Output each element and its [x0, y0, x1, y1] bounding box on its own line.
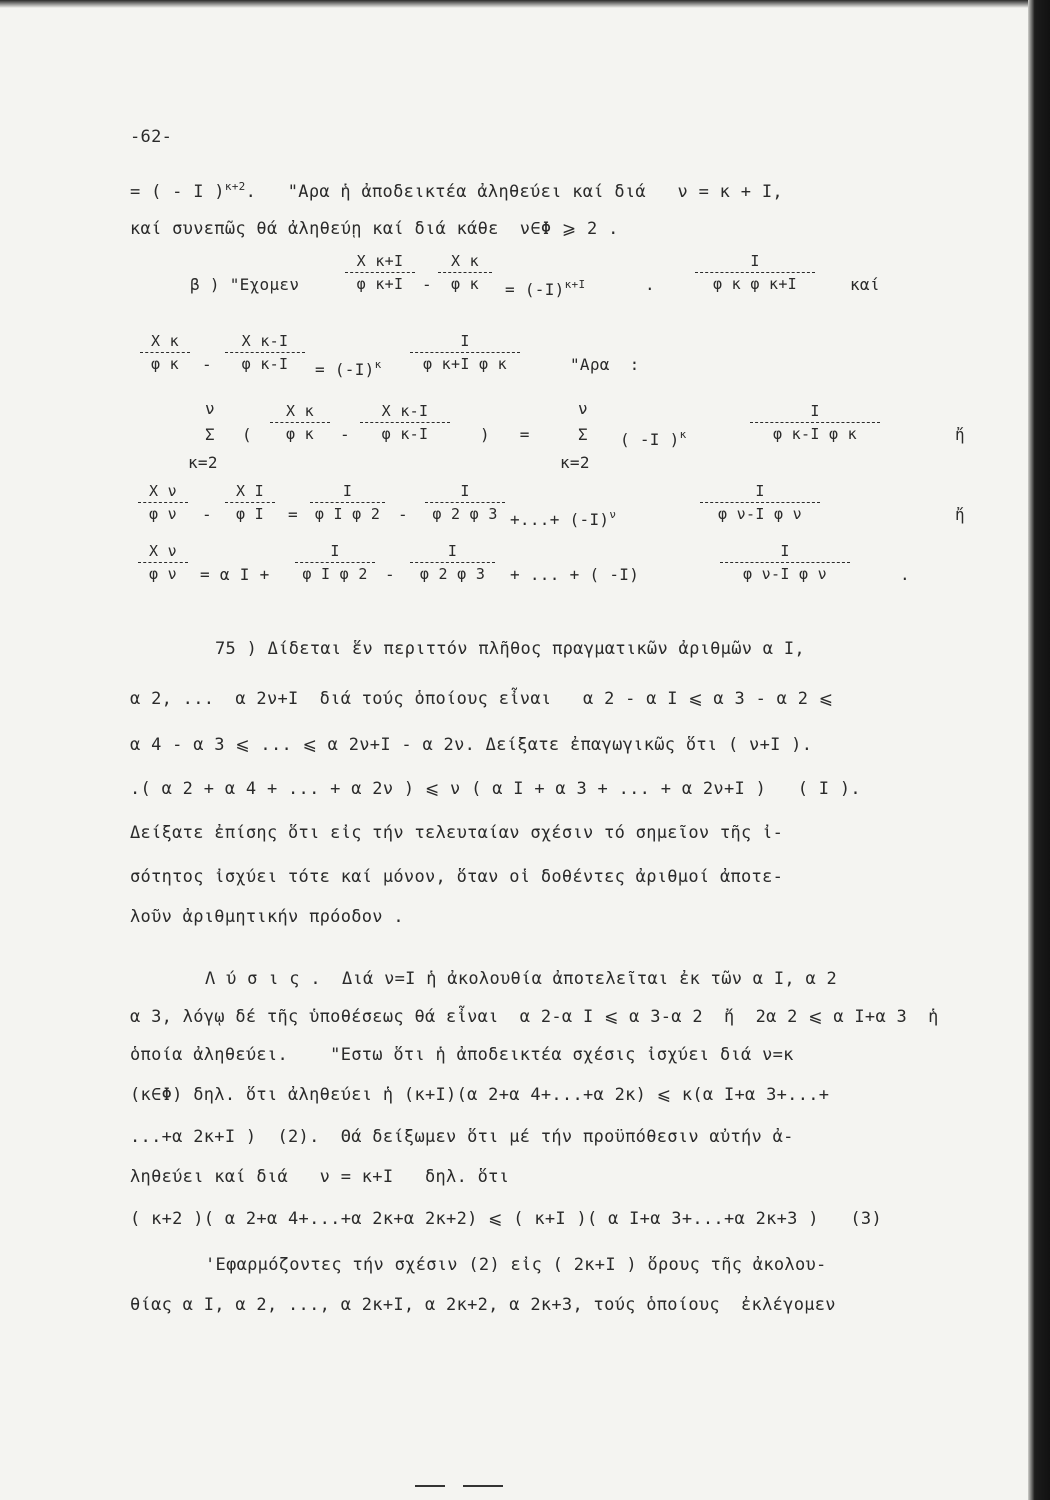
text-line-1 [130, 170, 783, 209]
problem-line-3: α 4 - α 3 ⩽ ... ⩽ α 2ν+I - α 2ν. Δείξατε ἐπαγωγικῶς ὅτι ( ν+I ). [130, 735, 813, 755]
l1-sup: κ+2 [224, 180, 246, 193]
l3-dot: . [645, 275, 655, 294]
l3-frac-2: Χ κ φ κ [438, 252, 492, 293]
l5-sigma2-bot: κ=2 [560, 453, 590, 472]
l7-frac-2: I φ I φ 2 [295, 542, 375, 583]
l5-end: ἤ [955, 425, 965, 444]
l3-minus: - [422, 275, 432, 294]
problem-line-7: λοῦν ἀριθμητικήν πρόοδον . [130, 907, 404, 927]
problem-line-4: .( α 2 + α 4 + ... + α 2ν ) ⩽ ν ( α I + α 3 + ... + α 2ν+I ) ( I ). [130, 779, 861, 799]
l4-eq: = $(-I)^\kappa$ [315, 358, 382, 379]
solution-line-6: ληθεύει καί διά ν = κ+I δηλ. ὅτι [130, 1167, 510, 1187]
l1-text: = ( - I ) [130, 182, 225, 202]
solution-line-7: ( κ+2 )( α 2+α 4+...+α 2κ+α 2κ+2) ⩽ ( κ+I )( α I+α 3+...+α 2κ+3 ) (3) [130, 1209, 882, 1229]
formula-line-4 [130, 332, 990, 392]
l5-close: ) = [480, 425, 530, 444]
l7-minus: - [385, 565, 395, 584]
l7-dots: + ... + ( -I) [510, 565, 640, 584]
l6-frac-5: I φ ν-I φ ν [700, 482, 820, 523]
l6-minus2: - [398, 505, 408, 524]
l7-frac-1: Χ ν φ ν [138, 542, 188, 583]
l7-frac-3: I φ 2 φ 3 [410, 542, 495, 583]
l5-sigma1-top: ν [205, 399, 215, 418]
l5-frac-1: Χ κ φ κ [270, 402, 330, 443]
l4-end: "Αρα : [570, 355, 640, 374]
l5-open: ( [242, 425, 252, 444]
scan-bottom-mark [415, 1472, 525, 1476]
l6-frac-3: I φ I φ 2 [310, 482, 385, 523]
l5-minus: - [340, 425, 350, 444]
l5-mid: ( -I )$^\kappa$ [620, 428, 687, 449]
solution-line-9: θίας α I, α 2, ..., α 2κ+I, α 2κ+2, α 2κ+3, τούς ὁποίους ἐκλέγομεν [130, 1295, 836, 1315]
l4-frac-1: Χ κ φ κ [140, 332, 190, 373]
l3-frac-1: Χ κ+I φ κ+I [345, 252, 415, 293]
solution-line-8: 'Εφαρμόζοντες τήν σχέσιν (2) εἰς ( 2κ+I ) ὅρους τῆς ἀκολου- [205, 1255, 827, 1275]
l5-sigma1-bot: κ=2 [188, 453, 218, 472]
formula-line-5 [130, 392, 990, 482]
l4-frac-3: I φ κ+I φ κ [410, 332, 520, 373]
l6-end: ἤ [955, 505, 965, 524]
l4-frac-2: Χ κ-I φ κ-I [225, 332, 305, 373]
l5-sigma2-top: ν [578, 399, 588, 418]
l3-eq: = $(-I)^{\kappa+I}$ [505, 278, 586, 299]
l6-dots: +...+ $(-I)^\nu$ [510, 508, 617, 529]
l1-rest: . "Αρα ἡ ἀποδεικτέα ἀληθεύει καί διά ν = κ + I, [245, 182, 783, 202]
solution-line-4: (κ∈Φ) δηλ. ὅτι ἀληθεύει ἡ (κ+I)(α 2+α 4+...+α 2κ) ⩽ κ(α I+α 3+...+ [130, 1085, 830, 1105]
problem-line-5: Δείξατε ἐπίσης ὅτι εἰς τήν τελευταίαν σχέσιν τό σημεῖον τῆς ἰ- [130, 823, 784, 843]
l3-frac-3: I φ κ φ κ+I [695, 252, 815, 293]
formula-line-3 [130, 252, 990, 312]
solution-line-5: ...+α 2κ+I ) (2). Θά δείξωμεν ὅτι μέ τήν προϋπόθεσιν αὐτήν ἀ- [130, 1127, 794, 1147]
solution-line-2: α 3, λόγῳ δέ τῆς ὑποθέσεως θά εἶναι α 2-α I ⩽ α 3-α 2 ἤ 2α 2 ⩽ α I+α 3 ἡ [130, 1007, 939, 1027]
l3-label: β ) "Εχομεν [190, 275, 300, 294]
l5-frac-3: I φ κ-I φ κ [750, 402, 880, 443]
text-line-2: καί συνεπῶς θά ἀληθεύῃ καί διά κάθε ν∈Φ ⩾ 2 . [130, 219, 619, 239]
problem-line-2: α 2, ... α 2ν+I διά τούς ὁποίους εἶναι α 2 - α I ⩽ α 3 - α 2 ⩽ [130, 689, 834, 709]
solution-line-1: Λ ύ σ ι ς . Διά ν=I ἡ ἀκολουθία ἀποτελεῖται ἐκ τῶν α I, α 2 [205, 969, 838, 989]
scan-top-edge [0, 0, 1050, 8]
l5-sigma2: Σ [578, 425, 588, 444]
l5-frac-2: Χ κ-I φ κ-I [360, 402, 450, 443]
problem-line-6: σότητος ἰσχύει τότε καί μόνον, ὅταν οἱ δοθέντες ἀριθμοί ἀποτε- [130, 867, 784, 887]
l7-end: . [900, 565, 910, 584]
problem-line-1: 75 ) Δίδεται ἕν περιττόν πλῆθος πραγματικῶν ἀριθμῶν α I, [215, 639, 805, 659]
l6-minus: - [202, 505, 212, 524]
l6-frac-4: I φ 2 φ 3 [425, 482, 505, 523]
l7-frac-4: I φ ν-I φ ν [720, 542, 850, 583]
l5-sigma1: Σ [205, 425, 215, 444]
page-number: -62- [130, 127, 173, 147]
l6-frac-2: Χ I φ I [225, 482, 275, 523]
scan-page-edge [1028, 0, 1050, 1500]
l6-frac-1: Χ ν φ ν [138, 482, 188, 523]
solution-line-3: ὁποία ἀληθεύει. "Εστω ὅτι ἡ ἀποδεικτέα σχέσις ἰσχύει διά ν=κ [130, 1045, 794, 1065]
formula-line-6 [130, 482, 990, 542]
l7-eq: = α I + [200, 565, 270, 584]
l4-minus: - [202, 355, 212, 374]
formula-line-7 [130, 542, 990, 602]
l6-eq: = [288, 505, 298, 524]
l3-end: καί [850, 275, 880, 294]
